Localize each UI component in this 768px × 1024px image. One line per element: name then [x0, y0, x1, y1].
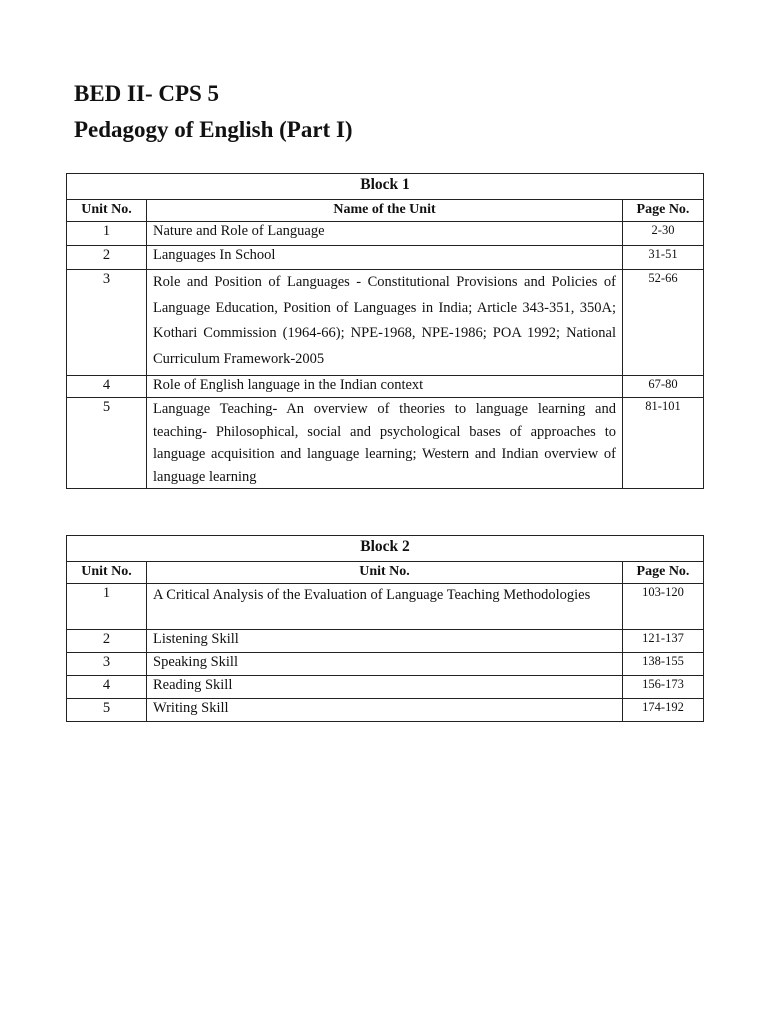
table-row	[67, 222, 704, 246]
page-range: 2-30	[623, 222, 704, 246]
table-row	[67, 584, 704, 630]
unit-name: Speaking Skill	[147, 653, 623, 676]
table-row	[67, 376, 704, 398]
unit-name: Nature and Role of Language	[147, 222, 623, 246]
unit-name: Role of English language in the Indian context	[147, 376, 623, 398]
unit-name: A Critical Analysis of the Evaluation of Language Teaching Methodologies	[147, 584, 623, 630]
unit-name-header: Unit No.	[147, 562, 623, 584]
table-row	[67, 398, 704, 489]
unit-number: 5	[67, 398, 147, 489]
table-header-row	[67, 562, 704, 584]
unit-name: Languages In School	[147, 246, 623, 270]
page-range: 138-155	[623, 653, 704, 676]
block-1-table	[66, 173, 704, 489]
unit-name: Role and Position of Languages - Constitutional Provisions and Policies of Language Education, Position of Languages in India; Article 343-351, 350A; Kothari Commission (1964-66); NPE-1968, NPE-1986; POA 1992; National Curriculum Framework-2005	[147, 270, 623, 376]
unit-name: Writing Skill	[147, 699, 623, 722]
table-row	[67, 270, 704, 376]
unit-number: 2	[67, 246, 147, 270]
page-range: 31-51	[623, 246, 704, 270]
course-title-heading: Pedagogy of English (Part I)	[74, 117, 353, 142]
page-range: 156-173	[623, 676, 704, 699]
block-title-row	[67, 174, 704, 200]
unit-name: Listening Skill	[147, 630, 623, 653]
page-range: 81-101	[623, 398, 704, 489]
unit-no-header: Unit No.	[67, 562, 147, 584]
unit-number: 4	[67, 676, 147, 699]
page-no-header: Page No.	[623, 562, 704, 584]
course-code-heading: BED II- CPS 5	[74, 81, 220, 106]
unit-number: 1	[67, 584, 147, 630]
table-row	[67, 676, 704, 699]
page-range: 174-192	[623, 699, 704, 722]
unit-number: 2	[67, 630, 147, 653]
unit-name: Reading Skill	[147, 676, 623, 699]
block-title: Block 1	[67, 174, 704, 200]
page-range: 52-66	[623, 270, 704, 376]
block-title: Block 2	[67, 536, 704, 562]
table-row	[67, 699, 704, 722]
block-title-row	[67, 536, 704, 562]
page-range: 103-120	[623, 584, 704, 630]
unit-name-header: Name of the Unit	[147, 200, 623, 222]
page-range: 67-80	[623, 376, 704, 398]
unit-number: 3	[67, 270, 147, 376]
unit-number: 3	[67, 653, 147, 676]
table-row	[67, 246, 704, 270]
page-no-header: Page No.	[623, 200, 704, 222]
unit-name: Language Teaching- An overview of theories to language learning and teaching- Philosophical, social and psychological bases of approaches to language acquisition and language learning; Western and Indian overview of language learning	[147, 398, 623, 489]
unit-number: 4	[67, 376, 147, 398]
table-row	[67, 653, 704, 676]
block-2-table	[66, 535, 704, 722]
table-header-row	[67, 200, 704, 222]
unit-number: 1	[67, 222, 147, 246]
page-range: 121-137	[623, 630, 704, 653]
unit-no-header: Unit No.	[67, 200, 147, 222]
unit-number: 5	[67, 699, 147, 722]
table-row	[67, 630, 704, 653]
